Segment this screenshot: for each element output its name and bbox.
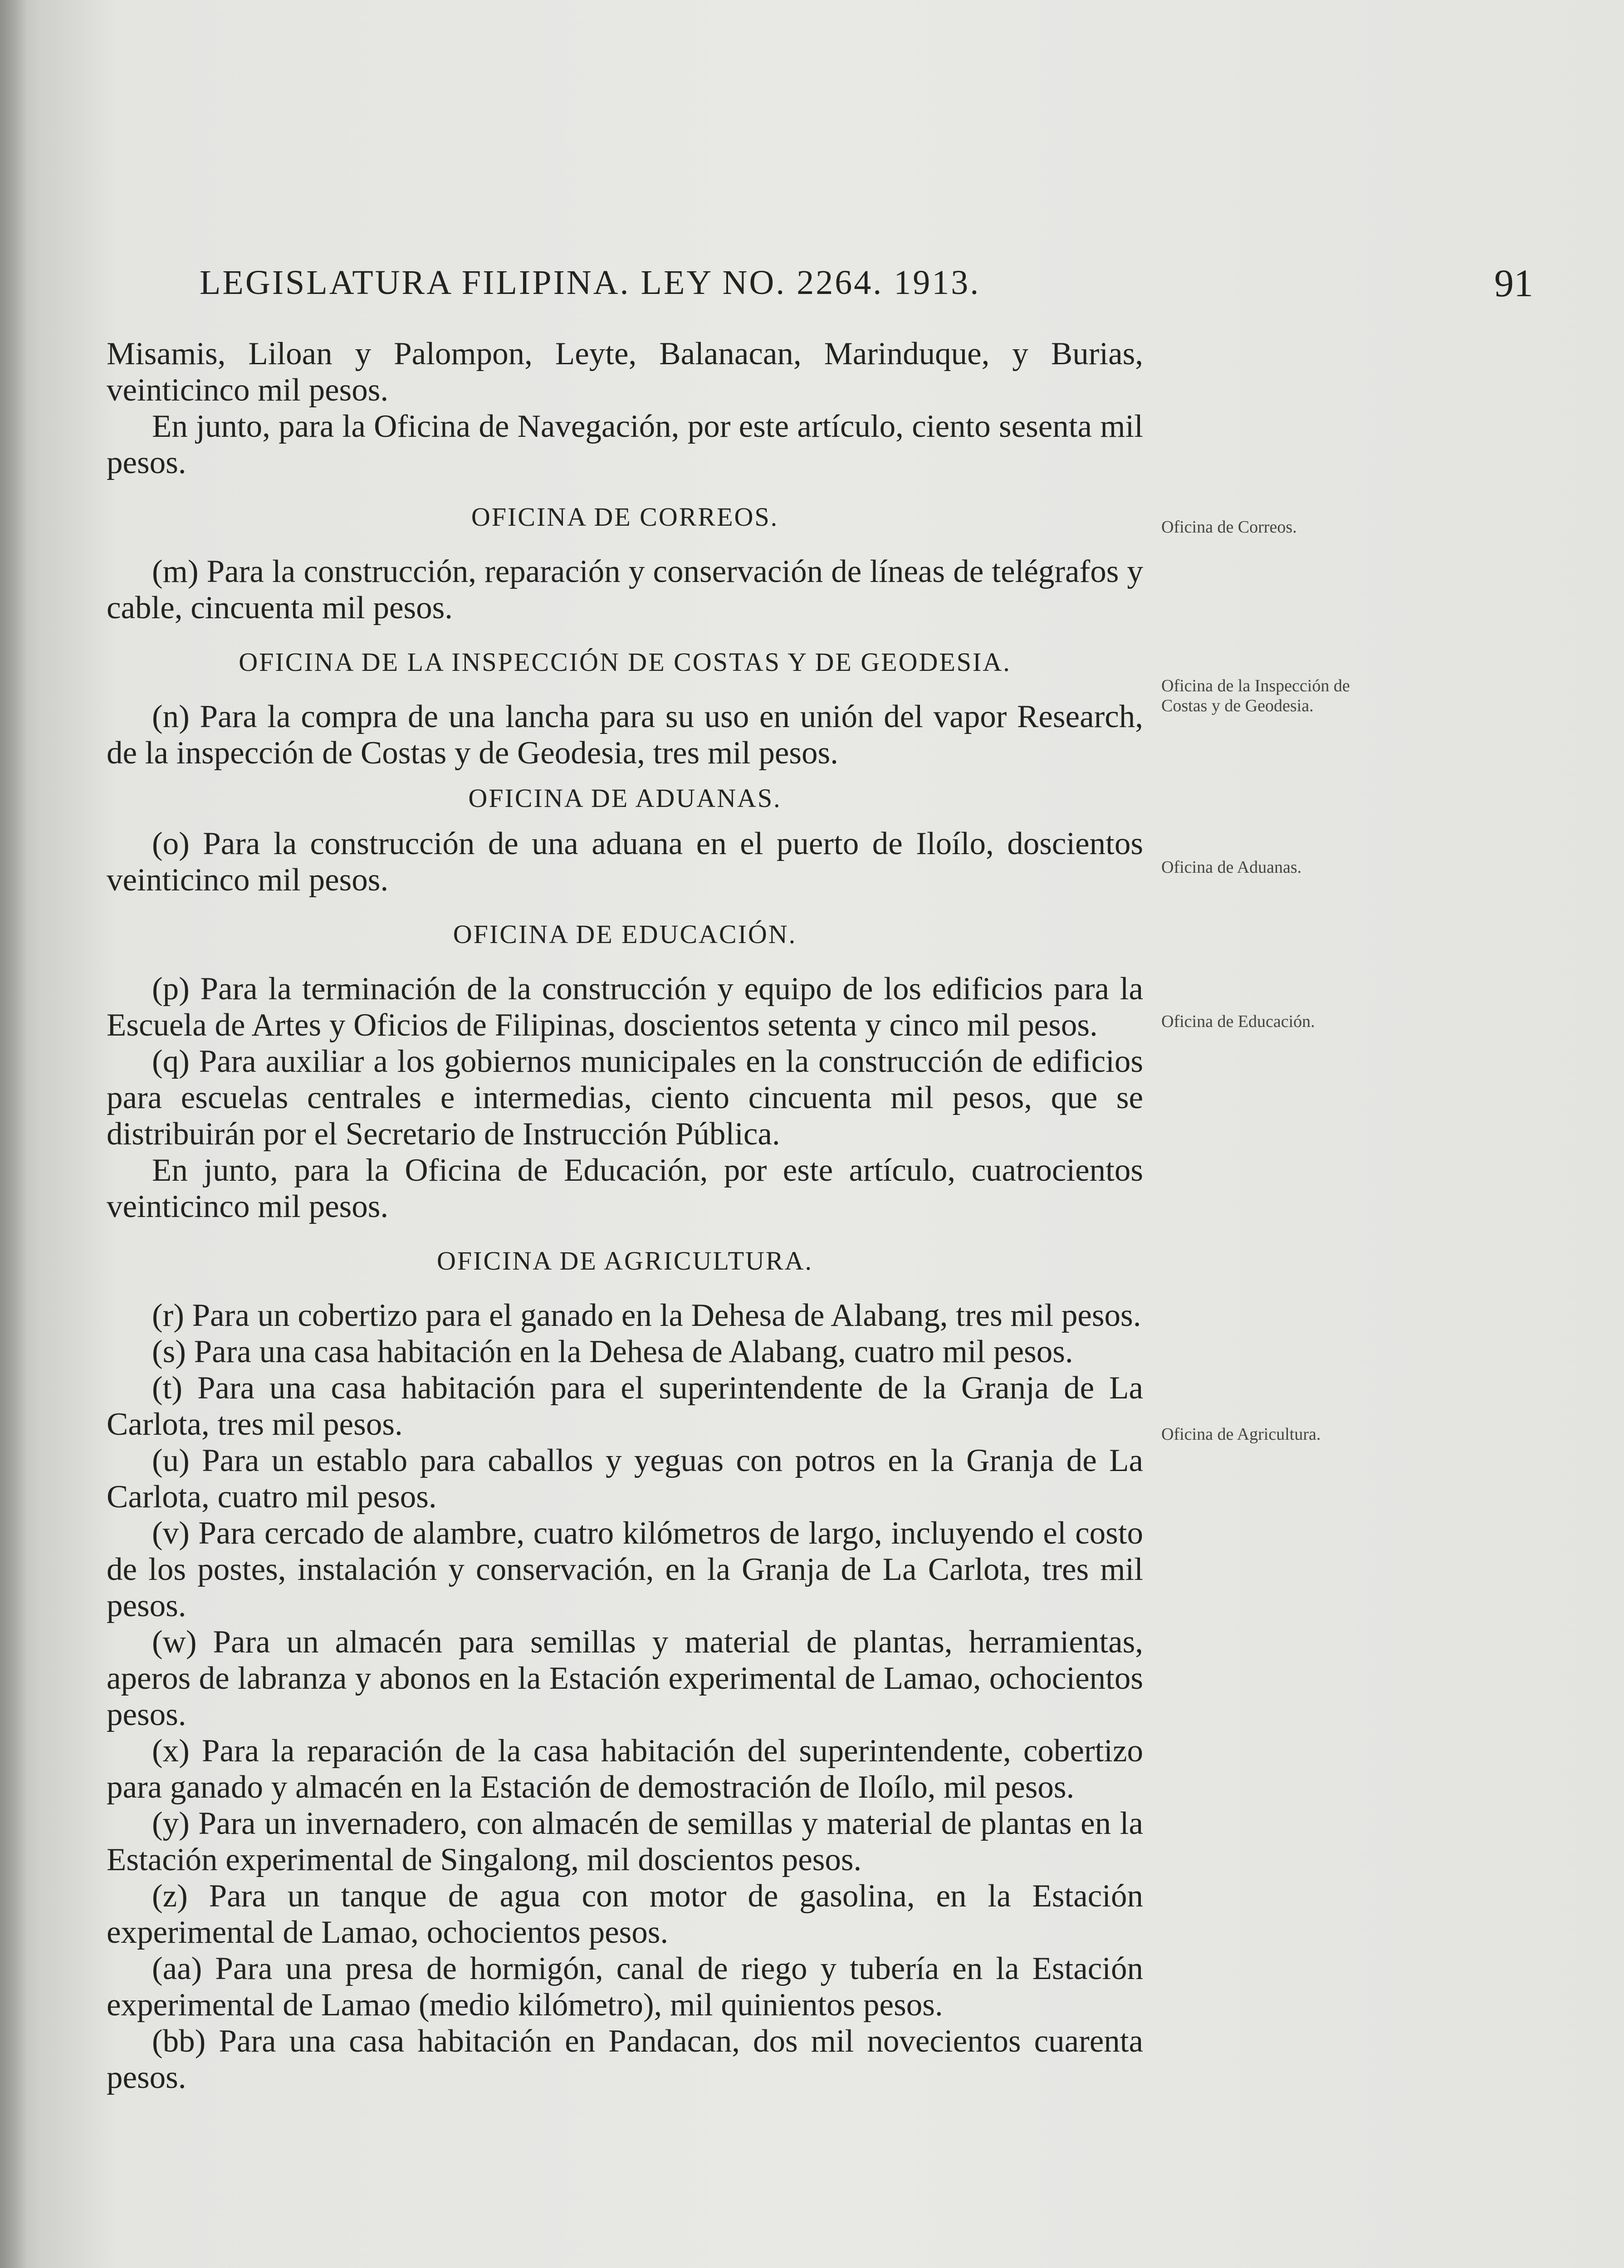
paragraph: Misamis, Liloan y Palompon, Leyte, Balanacan, Marinduque, y Burias, veinticinco mil pesos. bbox=[107, 336, 1143, 408]
margin-note-correos: Oficina de Correos. bbox=[1161, 518, 1297, 537]
margin-note-agricultura: Oficina de Agricultura. bbox=[1161, 1425, 1321, 1444]
paragraph: (bb) Para una casa habitación en Pandacan, dos mil novecientos cuarenta pesos. bbox=[107, 2024, 1143, 2095]
page-header bbox=[200, 263, 1533, 318]
section-heading: OFICINA DE EDUCACIÓN. bbox=[453, 919, 797, 949]
paragraph: (y) Para un invernadero, con almacén de semillas y material de plantas en la Estación experimental de Singalong, mil doscientos pesos. bbox=[107, 1806, 1143, 1877]
paragraph: (u) Para un establo para caballos y yeguas con potros en la Granja de La Carlota, cuatro mil pesos. bbox=[107, 1443, 1143, 1515]
paragraph: (t) Para una casa habitación para el superintendente de la Granja de La Carlota, tres mil pesos. bbox=[107, 1370, 1143, 1442]
paragraph: (z) Para un tanque de agua con motor de gasolina, en la Estación experimental de Lamao, ochocientos pesos. bbox=[107, 1878, 1143, 1950]
running-head: LEGISLATURA FILIPINA. LEY NO. 2264. 1913. bbox=[200, 264, 981, 302]
paragraph: (x) Para la reparación de la casa habitación del superintendente, cobertizo para ganado y almacén en la Estación de demostración de Iloílo, mil pesos. bbox=[107, 1733, 1143, 1805]
paragraph: (s) Para una casa habitación en la Dehesa de Alabang, cuatro mil pesos. bbox=[152, 1334, 1073, 1369]
paragraph: (n) Para la compra de una lancha para su uso en unión del vapor Research, de la inspección de Costas y de Geodesia, tres mil pesos. bbox=[107, 699, 1143, 771]
page-number: 91 bbox=[1494, 261, 1533, 305]
binding-shadow bbox=[0, 0, 27, 2268]
paragraph: (w) Para un almacén para semillas y material de plantas, herramientas, aperos de labranza y abonos en la Estación experimental de Lamao, ochocientos pesos. bbox=[107, 1624, 1143, 1732]
section-heading: OFICINA DE CORREOS. bbox=[471, 502, 779, 532]
margin-note-costas: Oficina de la Inspección de Costas y de Geodesia. bbox=[1161, 676, 1350, 715]
paragraph: (v) Para cercado de alambre, cuatro kilómetros de largo, incluyendo el costo de los postes, instalación y conservación, en la Granja de La Carlota, tres mil pesos. bbox=[107, 1515, 1143, 1623]
paragraph: En junto, para la Oficina de Educación, por este artículo, cuatrocientos veinticinco mil pesos. bbox=[107, 1153, 1143, 1224]
paragraph: (m) Para la construcción, reparación y conservación de líneas de telégrafos y cable, cincuenta mil pesos. bbox=[107, 554, 1143, 626]
paragraph: (q) Para auxiliar a los gobiernos municipales en la construcción de edificios para escuelas centrales e intermedias, ciento cincuenta mil pesos, que se distribuirán por el Secretario de Instrucción Pública. bbox=[107, 1044, 1143, 1152]
section-heading: OFICINA DE AGRICULTURA. bbox=[437, 1246, 813, 1276]
paragraph: En junto, para la Oficina de Navegación, por este artículo, ciento sesenta mil pesos. bbox=[107, 409, 1143, 480]
margin-note-educacion: Oficina de Educación. bbox=[1161, 1012, 1315, 1031]
paragraph: (r) Para un cobertizo para el ganado en la Dehesa de Alabang, tres mil pesos. bbox=[152, 1298, 1141, 1333]
document-body bbox=[107, 336, 1143, 2096]
section-heading: OFICINA DE ADUANAS. bbox=[468, 783, 782, 813]
paragraph: (o) Para la construcción de una aduana en el puerto de Iloílo, doscientos veinticinco mil pesos. bbox=[107, 826, 1143, 898]
paragraph: (aa) Para una presa de hormigón, canal de riego y tubería en la Estación experimental de Lamao (medio kilómetro), mil quinientos pesos. bbox=[107, 1951, 1143, 2023]
section-heading: OFICINA DE LA INSPECCIÓN DE COSTAS Y DE GEODESIA. bbox=[239, 647, 1011, 677]
margin-note-aduanas: Oficina de Aduanas. bbox=[1161, 858, 1302, 877]
paragraph: (p) Para la terminación de la construcción y equipo de los edificios para la Escuela de Artes y Oficios de Filipinas, doscientos setenta y cinco mil pesos. bbox=[107, 971, 1143, 1043]
